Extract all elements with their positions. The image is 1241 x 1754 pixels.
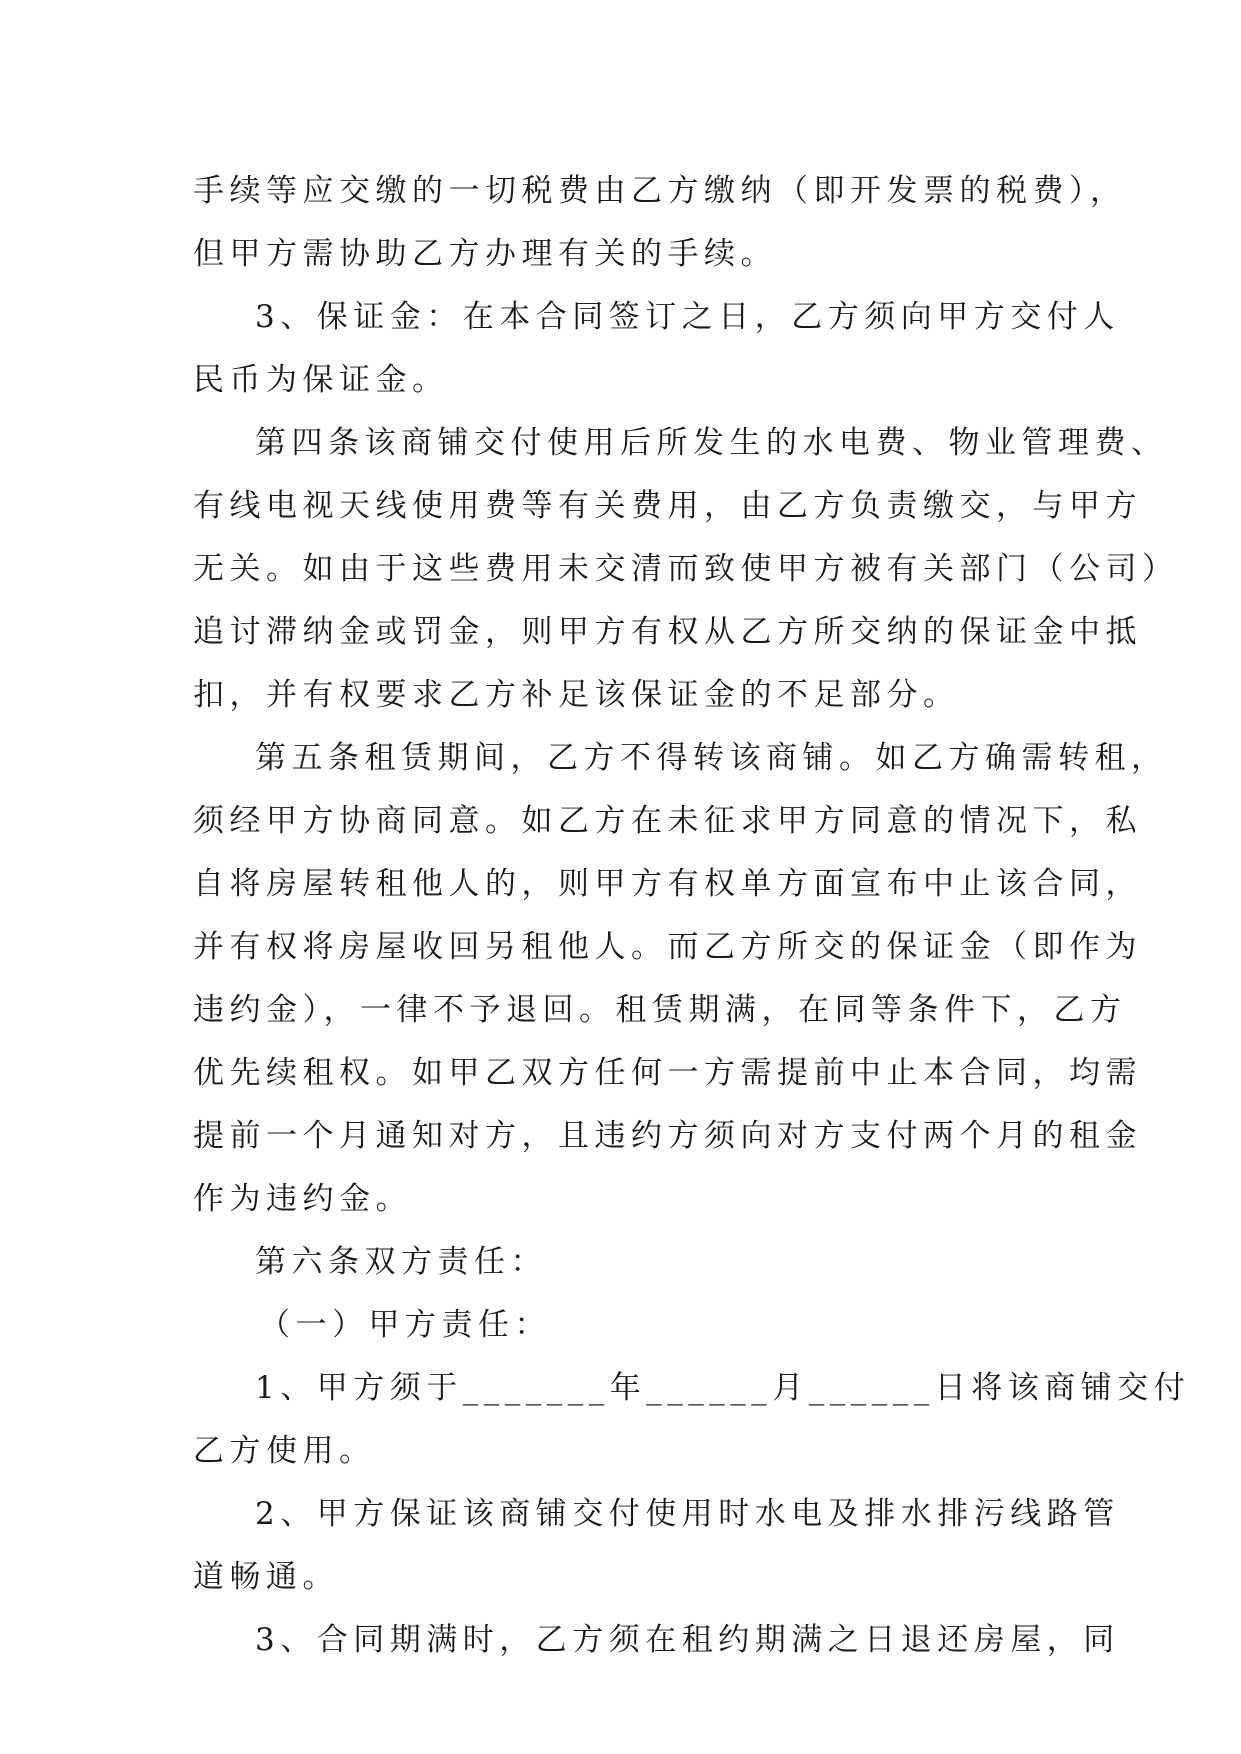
clause-3-expiry: 3、合同期满时，乙方须在租约期满之日退还房屋，同 xyxy=(255,1622,1120,1658)
clause-3-deposit: 3、保证金：在本合同签订之日，乙方须向甲方交付人 xyxy=(255,299,1120,335)
article-4-heading-line: 第四条该商铺交付使用后所发生的水电费、物业管理费、 xyxy=(255,425,1168,461)
clause-2-utilities: 2、甲方保证该商铺交付使用时水电及排水排污线路管 xyxy=(255,1496,1120,1532)
text-line: 无关。如由于这些费用未交清而致使甲方被有关部门（公司） xyxy=(193,551,1179,587)
clause-1-handover-date: 1、甲方须于_______年______月______日将该商铺交付 xyxy=(255,1370,1191,1406)
text-line: 但甲方需协助乙方办理有关的手续。 xyxy=(193,236,777,272)
document-body xyxy=(193,160,1191,1672)
text-line: 自将房屋转租他人的，则甲方有权单方面宣布中止该合同， xyxy=(193,866,1142,902)
text-line: 并有权将房屋收回另租他人。而乙方所交的保证金（即作为 xyxy=(193,929,1142,965)
text-line: 须经甲方协商同意。如乙方在未征求甲方同意的情况下，私 xyxy=(193,803,1142,839)
text-line: 违约金），一律不予退回。租赁期满，在同等条件下，乙方 xyxy=(193,992,1127,1028)
text-line: 有线电视天线使用费等有关费用，由乙方负责缴交，与甲方 xyxy=(193,488,1142,524)
text-line: 追讨滞纳金或罚金，则甲方有权从乙方所交纳的保证金中抵 xyxy=(193,614,1142,650)
text-line: 民币为保证金。 xyxy=(193,362,449,398)
text-line: 作为违约金。 xyxy=(193,1181,412,1217)
text-line: 手续等应交缴的一切税费由乙方缴纳（即开发票的税费）， xyxy=(193,173,1127,209)
text-line: 提前一个月通知对方，且违约方须向对方支付两个月的租金 xyxy=(193,1118,1142,1154)
section-party-a-heading: （一）甲方责任： xyxy=(259,1307,551,1343)
text-line: 乙方使用。 xyxy=(193,1433,376,1469)
text-line: 道畅通。 xyxy=(193,1559,339,1595)
article-5-heading-line: 第五条租赁期间，乙方不得转该商铺。如乙方确需转租， xyxy=(255,740,1168,776)
text-line: 优先续租权。如甲乙双方任何一方需提前中止本合同，均需 xyxy=(193,1055,1142,1091)
article-6-heading: 第六条双方责任： xyxy=(255,1244,547,1280)
text-line: 扣，并有权要求乙方补足该保证金的不足部分。 xyxy=(193,677,960,713)
